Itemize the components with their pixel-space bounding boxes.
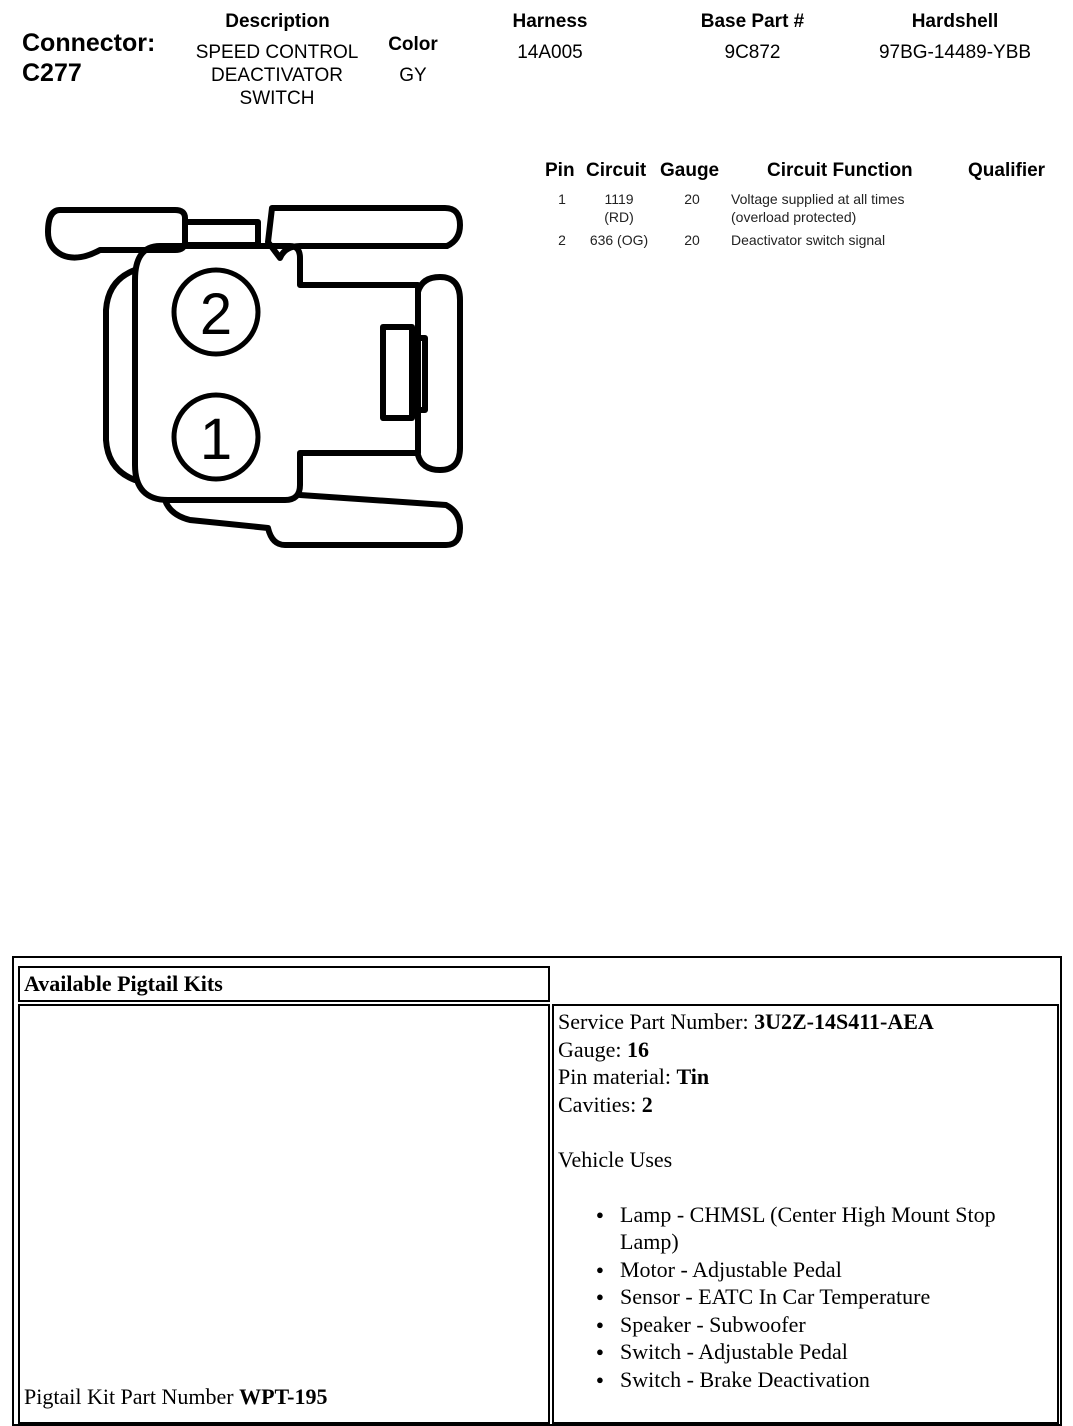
list-item: ● Lamp - CHMSL (Center High Mount Stop Lamp) <box>558 1201 1053 1256</box>
pin-label-2: 2 <box>199 282 233 347</box>
pigtail-details <box>558 1008 1053 1393</box>
list-item: ● Switch - Adjustable Pedal <box>558 1338 1053 1366</box>
pigtail-kit-part-number <box>24 1383 328 1411</box>
pigtail-header: Available Pigtail Kits <box>24 971 223 996</box>
description-header: Description <box>225 11 330 32</box>
pin-material-value: Tin <box>676 1064 710 1089</box>
cavities-label: Cavities: <box>558 1091 642 1117</box>
list-item: ● Motor - Adjustable Pedal <box>558 1256 1053 1284</box>
gauge-value: 16 <box>627 1036 650 1062</box>
circuit-cell: 636 (OG) <box>589 232 649 248</box>
pin-material-label: Pin material: <box>558 1064 677 1089</box>
kit-label: Pigtail Kit Part Number <box>24 1384 240 1409</box>
gauge-header: Gauge <box>660 160 720 181</box>
function-line: (overload protected) <box>731 209 857 225</box>
circuit-header: Circuit <box>586 160 647 181</box>
harness-header: Harness <box>512 11 588 32</box>
list-item: ● Speaker - Subwoofer <box>558 1311 1053 1339</box>
function-cell: Deactivator switch signal <box>731 232 886 248</box>
pin-header: Pin <box>545 160 575 181</box>
connector-label: Connector: <box>22 29 156 57</box>
kit-number: WPT-195 <box>239 1384 328 1409</box>
gauge-line <box>558 1036 1053 1064</box>
base-part-header: Base Part # <box>700 11 805 32</box>
list-item: ● Switch - Brake Deactivation <box>558 1366 1053 1394</box>
pigtail-table <box>12 956 1062 1426</box>
pigtail-details-cell <box>552 1004 1059 1424</box>
gauge-label: Gauge: <box>558 1036 628 1062</box>
circuit-function-header: Circuit Function <box>767 160 913 181</box>
qualifier-header: Qualifier <box>968 160 1046 181</box>
pigtail-kit-cell <box>18 1004 550 1424</box>
function-line: Voltage supplied at all times <box>731 191 905 207</box>
color-value: GY <box>399 65 427 86</box>
service-part-number <box>558 1008 1053 1036</box>
list-item: ● Sensor - EATC In Car Temperature <box>558 1283 1053 1311</box>
service-label: Service Part Number: <box>558 1009 755 1034</box>
connector-title <box>22 28 155 88</box>
color-header: Color <box>388 34 438 55</box>
cavities-value: 2 <box>641 1091 653 1117</box>
hardshell-value: 97BG-14489-YBB <box>878 42 1032 63</box>
description-line: SPEED CONTROL <box>195 42 359 63</box>
connector-key-tab <box>383 327 412 418</box>
function-cell <box>731 190 961 226</box>
circuit-cell <box>580 190 658 226</box>
circuit-line: (RD) <box>604 209 634 225</box>
pin-material-line <box>558 1063 1053 1091</box>
description-line: DEACTIVATOR <box>211 65 343 86</box>
circuit-line: 1119 <box>604 191 634 207</box>
pin-label-1: 1 <box>199 407 233 472</box>
pigtail-header-cell <box>18 966 550 1002</box>
connector-top-left-latch <box>48 210 185 258</box>
vehicle-uses-list <box>558 1201 1053 1394</box>
base-part-value: 9C872 <box>724 42 781 63</box>
pin-number: 2 <box>558 232 566 248</box>
connector-body-outline <box>135 246 418 500</box>
connector-left-ear <box>106 270 135 480</box>
pin-number: 1 <box>558 191 566 207</box>
service-number: 3U2Z-14S411-AEA <box>754 1009 934 1034</box>
harness-value: 14A005 <box>517 42 583 63</box>
connector-top-bridge <box>185 222 258 245</box>
gauge-cell: 20 <box>684 232 700 248</box>
description-value <box>182 41 372 110</box>
vehicle-uses-label: Vehicle Uses <box>558 1146 673 1172</box>
connector-id: C277 <box>22 59 82 87</box>
description-line: SWITCH <box>239 88 315 109</box>
cavities-line <box>558 1091 1053 1119</box>
connector-face-diagram <box>40 195 470 555</box>
hardshell-header: Hardshell <box>911 11 999 32</box>
gauge-cell: 20 <box>684 191 700 207</box>
